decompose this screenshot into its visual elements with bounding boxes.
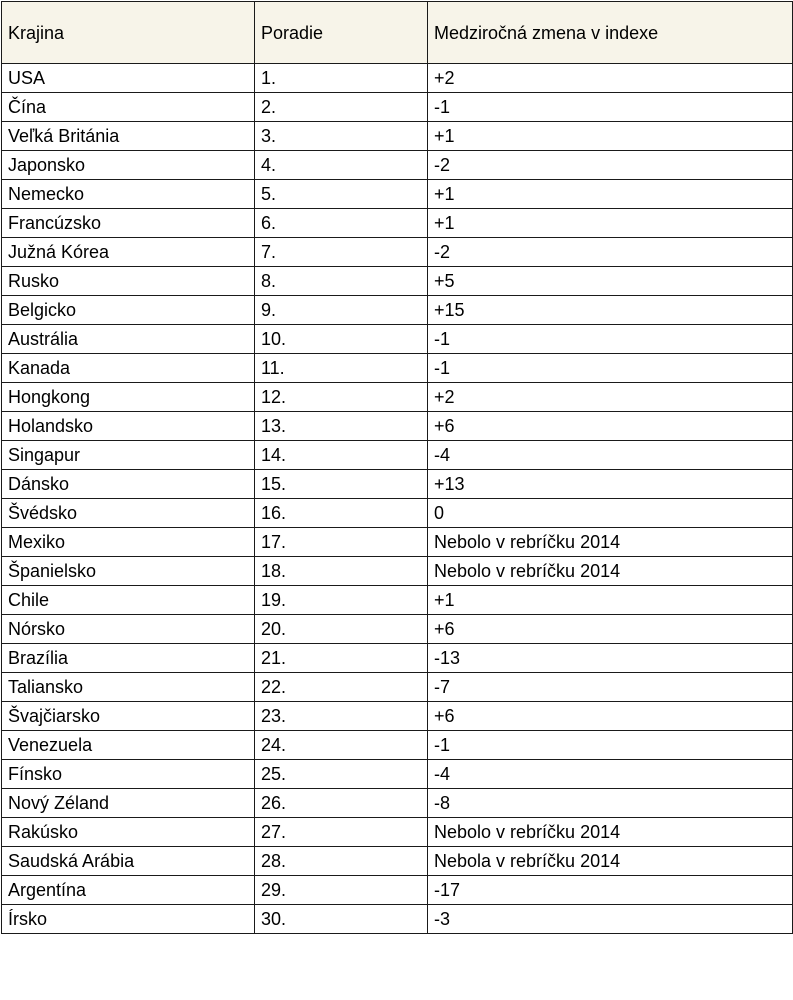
change-cell: +6: [428, 412, 793, 441]
table-row: [2, 412, 793, 441]
rank-cell: 17.: [255, 528, 428, 557]
change-cell: -1: [428, 731, 793, 760]
rank-cell: 16.: [255, 499, 428, 528]
change-cell: +6: [428, 615, 793, 644]
table-row: [2, 557, 793, 586]
change-cell: -2: [428, 151, 793, 180]
country-cell: Nemecko: [2, 180, 255, 209]
table-row: [2, 470, 793, 499]
country-cell: Singapur: [2, 441, 255, 470]
rank-cell: 19.: [255, 586, 428, 615]
country-cell: USA: [2, 64, 255, 93]
table-row: [2, 151, 793, 180]
change-cell: +1: [428, 180, 793, 209]
country-cell: Fínsko: [2, 760, 255, 789]
rank-cell: 11.: [255, 354, 428, 383]
table-row: [2, 238, 793, 267]
rank-cell: 14.: [255, 441, 428, 470]
change-cell: +5: [428, 267, 793, 296]
rank-cell: 1.: [255, 64, 428, 93]
change-cell: Nebolo v rebríčku 2014: [428, 818, 793, 847]
rank-cell: 20.: [255, 615, 428, 644]
country-cell: Južná Kórea: [2, 238, 255, 267]
rank-cell: 25.: [255, 760, 428, 789]
table-row: [2, 702, 793, 731]
rank-cell: 18.: [255, 557, 428, 586]
country-cell: Japonsko: [2, 151, 255, 180]
country-cell: Švédsko: [2, 499, 255, 528]
change-cell: -1: [428, 93, 793, 122]
change-cell: +15: [428, 296, 793, 325]
table-row: [2, 441, 793, 470]
table-row: [2, 615, 793, 644]
table-row: [2, 180, 793, 209]
table-row: [2, 731, 793, 760]
table-body: [2, 64, 793, 934]
rank-cell: 24.: [255, 731, 428, 760]
table-row: [2, 905, 793, 934]
change-cell: Nebola v rebríčku 2014: [428, 847, 793, 876]
table-row: [2, 93, 793, 122]
rank-cell: 3.: [255, 122, 428, 151]
change-cell: -13: [428, 644, 793, 673]
country-cell: Nový Zéland: [2, 789, 255, 818]
rank-cell: 6.: [255, 209, 428, 238]
table-row: [2, 673, 793, 702]
country-cell: Saudská Arábia: [2, 847, 255, 876]
header-yoy-change: Medziročná zmena v indexe: [428, 2, 793, 64]
rank-cell: 2.: [255, 93, 428, 122]
change-cell: -4: [428, 441, 793, 470]
change-cell: +1: [428, 209, 793, 238]
country-cell: Chile: [2, 586, 255, 615]
rank-cell: 4.: [255, 151, 428, 180]
table-header: [2, 2, 793, 64]
change-cell: -7: [428, 673, 793, 702]
rank-cell: 12.: [255, 383, 428, 412]
change-cell: +13: [428, 470, 793, 499]
rank-cell: 7.: [255, 238, 428, 267]
country-cell: Brazília: [2, 644, 255, 673]
rank-cell: 29.: [255, 876, 428, 905]
change-cell: 0: [428, 499, 793, 528]
table-row: [2, 499, 793, 528]
change-cell: +1: [428, 122, 793, 151]
change-cell: -1: [428, 354, 793, 383]
rank-cell: 22.: [255, 673, 428, 702]
country-cell: Veľká Británia: [2, 122, 255, 151]
country-cell: Belgicko: [2, 296, 255, 325]
change-cell: -8: [428, 789, 793, 818]
table-row: [2, 383, 793, 412]
country-cell: Francúzsko: [2, 209, 255, 238]
change-cell: -4: [428, 760, 793, 789]
country-cell: Dánsko: [2, 470, 255, 499]
country-cell: Španielsko: [2, 557, 255, 586]
rank-cell: 8.: [255, 267, 428, 296]
rank-cell: 26.: [255, 789, 428, 818]
table-row: [2, 760, 793, 789]
table-row: [2, 354, 793, 383]
change-cell: -1: [428, 325, 793, 354]
change-cell: Nebolo v rebríčku 2014: [428, 528, 793, 557]
table-row: [2, 122, 793, 151]
country-cell: Taliansko: [2, 673, 255, 702]
country-cell: Argentína: [2, 876, 255, 905]
table-row: [2, 528, 793, 557]
rank-cell: 15.: [255, 470, 428, 499]
rank-cell: 13.: [255, 412, 428, 441]
country-ranking-table: [1, 1, 793, 934]
country-cell: Mexiko: [2, 528, 255, 557]
header-rank: Poradie: [255, 2, 428, 64]
table-row: [2, 876, 793, 905]
table-row: [2, 586, 793, 615]
country-cell: Rakúsko: [2, 818, 255, 847]
table-row: [2, 296, 793, 325]
table-row: [2, 789, 793, 818]
header-row: [2, 2, 793, 64]
country-cell: Rusko: [2, 267, 255, 296]
table-row: [2, 267, 793, 296]
rank-cell: 28.: [255, 847, 428, 876]
change-cell: Nebolo v rebríčku 2014: [428, 557, 793, 586]
table-row: [2, 818, 793, 847]
country-cell: Hongkong: [2, 383, 255, 412]
country-cell: Holandsko: [2, 412, 255, 441]
table-row: [2, 325, 793, 354]
change-cell: -3: [428, 905, 793, 934]
country-cell: Švajčiarsko: [2, 702, 255, 731]
change-cell: +1: [428, 586, 793, 615]
header-country: Krajina: [2, 2, 255, 64]
change-cell: -17: [428, 876, 793, 905]
country-cell: Írsko: [2, 905, 255, 934]
table-row: [2, 64, 793, 93]
table-row: [2, 644, 793, 673]
table-row: [2, 847, 793, 876]
country-cell: Nórsko: [2, 615, 255, 644]
rank-cell: 30.: [255, 905, 428, 934]
change-cell: +6: [428, 702, 793, 731]
change-cell: +2: [428, 383, 793, 412]
table-row: [2, 209, 793, 238]
rank-cell: 23.: [255, 702, 428, 731]
country-cell: Austrália: [2, 325, 255, 354]
country-cell: Čína: [2, 93, 255, 122]
rank-cell: 10.: [255, 325, 428, 354]
rank-cell: 9.: [255, 296, 428, 325]
change-cell: -2: [428, 238, 793, 267]
country-cell: Kanada: [2, 354, 255, 383]
rank-cell: 5.: [255, 180, 428, 209]
country-cell: Venezuela: [2, 731, 255, 760]
change-cell: +2: [428, 64, 793, 93]
rank-cell: 21.: [255, 644, 428, 673]
rank-cell: 27.: [255, 818, 428, 847]
